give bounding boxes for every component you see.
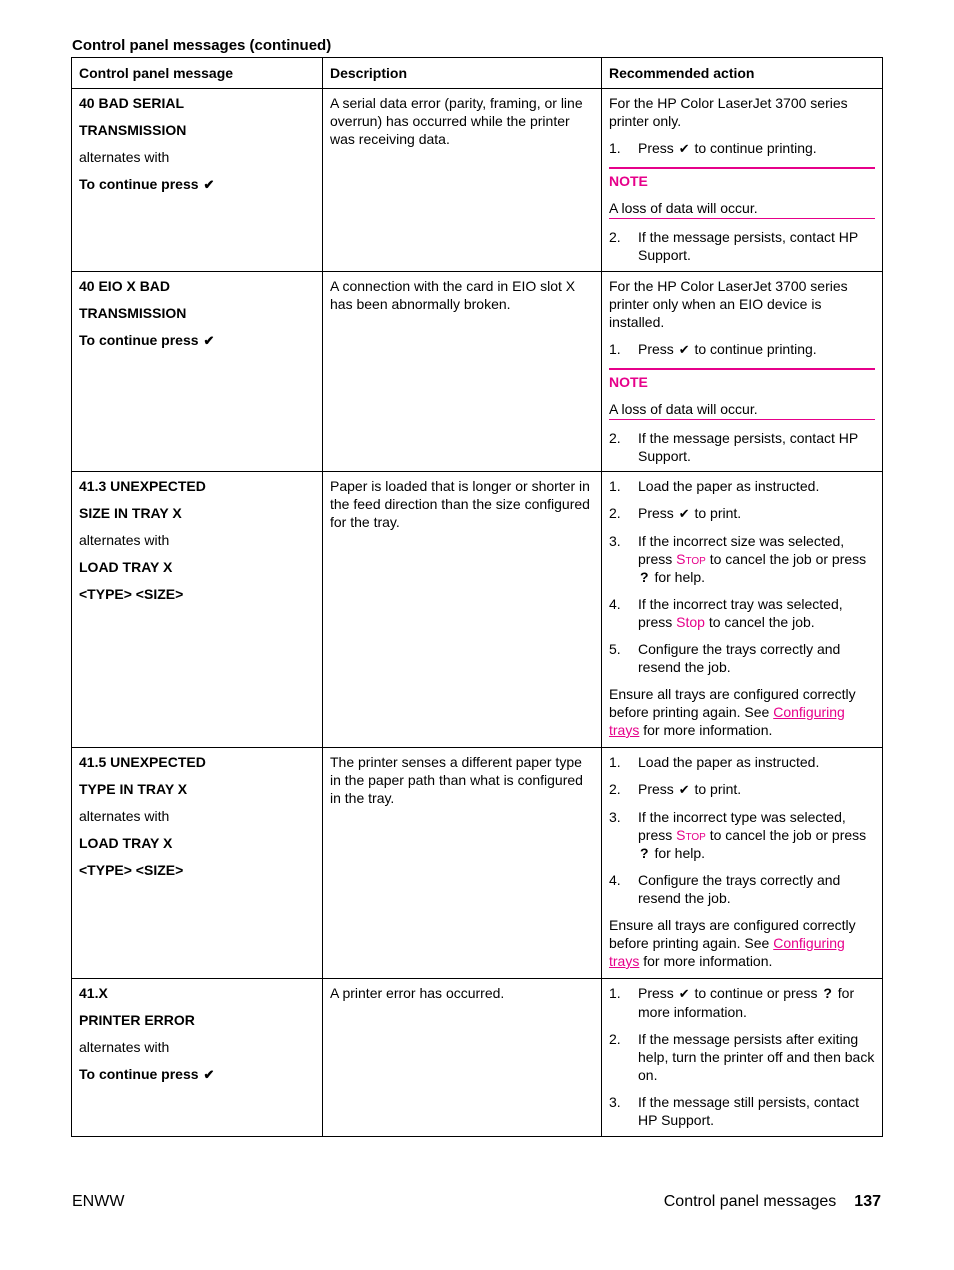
step-number: 3. bbox=[609, 809, 621, 825]
action-step bbox=[609, 808, 875, 862]
stop-button-label: Stop bbox=[676, 827, 706, 843]
message-line: alternates with bbox=[79, 149, 170, 165]
action-step bbox=[609, 595, 875, 631]
message-cell bbox=[72, 272, 323, 472]
message-line: alternates with bbox=[79, 532, 170, 548]
step-text: If the message still persists, contact HP Support. bbox=[638, 1094, 859, 1128]
step-text: Press ✔ to continue or press ? for more information. bbox=[638, 985, 855, 1020]
checkmark-icon: ✔ bbox=[678, 986, 690, 1001]
step-number: 1. bbox=[609, 754, 621, 770]
note-box bbox=[609, 167, 875, 219]
ensure-paragraph: Ensure all trays are configured correctly before printing again. See Configuring trays for more information. bbox=[609, 686, 856, 738]
step-number: 2. bbox=[609, 430, 621, 446]
table-row bbox=[72, 748, 883, 979]
ensure-paragraph: Ensure all trays are configured correctly before printing again. See Configuring trays for more information. bbox=[609, 917, 856, 969]
page-heading: Control panel messages (continued) bbox=[72, 37, 332, 54]
message-line: LOAD TRAY X bbox=[79, 559, 173, 575]
action-intro: For the HP Color LaserJet 3700 series printer only when an EIO device is installed. bbox=[609, 278, 848, 330]
step-number: 4. bbox=[609, 596, 621, 612]
step-number: 2. bbox=[609, 505, 621, 521]
step-number: 4. bbox=[609, 872, 621, 888]
configuring-trays-link[interactable]: Configuring trays bbox=[609, 935, 845, 969]
description-cell: A serial data error (parity, framing, or line overrun) has occurred while the printer was receiving data. bbox=[323, 89, 602, 272]
message-cell bbox=[72, 89, 323, 272]
message-line bbox=[79, 1065, 315, 1084]
action-cell bbox=[602, 89, 883, 272]
header-action: Recommended action bbox=[602, 58, 883, 89]
step-text: Press ✔ to continue printing. bbox=[638, 341, 817, 357]
note-box bbox=[609, 368, 875, 420]
note-title: NOTE bbox=[609, 173, 648, 189]
step-number: 1. bbox=[609, 341, 621, 357]
message-cell bbox=[72, 472, 323, 748]
action-step bbox=[609, 1093, 875, 1129]
message-text: To continue press bbox=[79, 1066, 199, 1082]
checkmark-icon: ✔ bbox=[203, 177, 215, 192]
action-cell bbox=[602, 748, 883, 979]
action-step bbox=[609, 780, 875, 799]
table-row bbox=[72, 272, 883, 472]
table-row bbox=[72, 89, 883, 272]
footer-enww: ENWW bbox=[72, 1193, 125, 1210]
step-text: Press ✔ to continue printing. bbox=[638, 140, 817, 156]
description-cell: Paper is loaded that is longer or shorter in the feed direction than the size configured for the tray. bbox=[323, 472, 602, 748]
checkmark-icon: ✔ bbox=[678, 342, 690, 357]
header-description: Description bbox=[323, 58, 602, 89]
step-number: 2. bbox=[609, 229, 621, 245]
message-line: <TYPE> <SIZE> bbox=[79, 586, 184, 602]
step-number: 3. bbox=[609, 1094, 621, 1110]
table-row bbox=[72, 472, 883, 748]
message-line bbox=[79, 175, 315, 194]
message-line: SIZE IN TRAY X bbox=[79, 505, 182, 521]
page-number: 137 bbox=[854, 1193, 881, 1210]
checkmark-icon: ✔ bbox=[678, 782, 690, 797]
checkmark-icon: ✔ bbox=[203, 333, 215, 348]
action-step bbox=[609, 1030, 875, 1084]
description-cell: The printer senses a different paper type in the paper path than what is configured in the tray. bbox=[323, 748, 602, 979]
step-text: If the message persists after exiting help, turn the printer off and then back on. bbox=[638, 1031, 875, 1083]
step-number: 2. bbox=[609, 781, 621, 797]
footer-section-title: Control panel messages bbox=[663, 1193, 837, 1210]
step-text: If the message persists, contact HP Support. bbox=[638, 430, 858, 464]
step-text: If the message persists, contact HP Support. bbox=[638, 229, 858, 263]
action-step bbox=[609, 340, 875, 359]
action-cell bbox=[602, 472, 883, 748]
step-number: 3. bbox=[609, 533, 621, 549]
action-step bbox=[609, 504, 875, 523]
table-header-row bbox=[72, 58, 883, 89]
action-step bbox=[609, 871, 875, 907]
help-icon: ? bbox=[640, 569, 649, 585]
step-text: Press ✔ to print. bbox=[638, 781, 742, 797]
message-line: 41.X bbox=[79, 985, 108, 1001]
step-text: Configure the trays correctly and resend the job. bbox=[638, 872, 841, 906]
message-line: LOAD TRAY X bbox=[79, 835, 173, 851]
action-intro: For the HP Color LaserJet 3700 series printer only. bbox=[609, 95, 848, 129]
action-step bbox=[609, 477, 875, 495]
checkmark-icon: ✔ bbox=[678, 506, 690, 521]
message-line: alternates with bbox=[79, 1039, 170, 1055]
action-step bbox=[609, 228, 875, 264]
message-line: 40 BAD SERIAL bbox=[79, 95, 185, 111]
message-line: 41.5 UNEXPECTED bbox=[79, 754, 206, 770]
message-line: alternates with bbox=[79, 808, 170, 824]
message-line: TRANSMISSION bbox=[79, 122, 187, 138]
action-step bbox=[609, 532, 875, 586]
step-number: 1. bbox=[609, 985, 621, 1001]
note-title: NOTE bbox=[609, 374, 648, 390]
step-text: Load the paper as instructed. bbox=[638, 754, 820, 770]
stop-button-label: Stop bbox=[676, 614, 705, 630]
step-number: 5. bbox=[609, 641, 621, 657]
step-text: Press ✔ to print. bbox=[638, 505, 742, 521]
checkmark-icon: ✔ bbox=[678, 141, 690, 156]
step-number: 1. bbox=[609, 140, 621, 156]
action-step bbox=[609, 753, 875, 771]
note-text: A loss of data will occur. bbox=[609, 401, 758, 417]
step-number: 2. bbox=[609, 1031, 621, 1047]
action-step bbox=[609, 640, 875, 676]
checkmark-icon: ✔ bbox=[203, 1067, 215, 1082]
action-step bbox=[609, 139, 875, 158]
header-message: Control panel message bbox=[72, 58, 323, 89]
message-line: 40 EIO X BAD bbox=[79, 278, 171, 294]
message-line bbox=[79, 331, 315, 350]
message-line: 41.3 UNEXPECTED bbox=[79, 478, 206, 494]
message-line: TYPE IN TRAY X bbox=[79, 781, 188, 797]
note-text: A loss of data will occur. bbox=[609, 200, 758, 216]
table-row bbox=[72, 979, 883, 1137]
action-cell bbox=[602, 979, 883, 1137]
message-cell bbox=[72, 748, 323, 979]
stop-button-label: Stop bbox=[676, 551, 706, 567]
help-icon: ? bbox=[823, 985, 832, 1001]
action-step bbox=[609, 984, 875, 1021]
step-text: Configure the trays correctly and resend the job. bbox=[638, 641, 841, 675]
message-cell bbox=[72, 979, 323, 1137]
help-icon: ? bbox=[640, 845, 649, 861]
description-cell: A printer error has occurred. bbox=[323, 979, 602, 1137]
control-panel-messages-table bbox=[71, 57, 883, 1137]
footer-section bbox=[664, 1192, 881, 1212]
message-line: TRANSMISSION bbox=[79, 305, 187, 321]
step-number: 1. bbox=[609, 478, 621, 494]
step-text: If the incorrect type was selected, press Stop to cancel the job or press ? for help. bbox=[638, 809, 867, 861]
message-text: To continue press bbox=[79, 332, 199, 348]
message-line: <TYPE> <SIZE> bbox=[79, 862, 184, 878]
message-text: To continue press bbox=[79, 176, 199, 192]
description-cell: A connection with the card in EIO slot X has been abnormally broken. bbox=[323, 272, 602, 472]
step-text: If the incorrect tray was selected, press Stop to cancel the job. bbox=[638, 596, 843, 630]
action-step bbox=[609, 429, 875, 465]
step-text: If the incorrect size was selected, press Stop to cancel the job or press ? for help. bbox=[638, 533, 867, 585]
configuring-trays-link[interactable]: Configuring trays bbox=[609, 704, 845, 738]
step-text: Load the paper as instructed. bbox=[638, 478, 820, 494]
message-line: PRINTER ERROR bbox=[79, 1012, 195, 1028]
action-cell bbox=[602, 272, 883, 472]
